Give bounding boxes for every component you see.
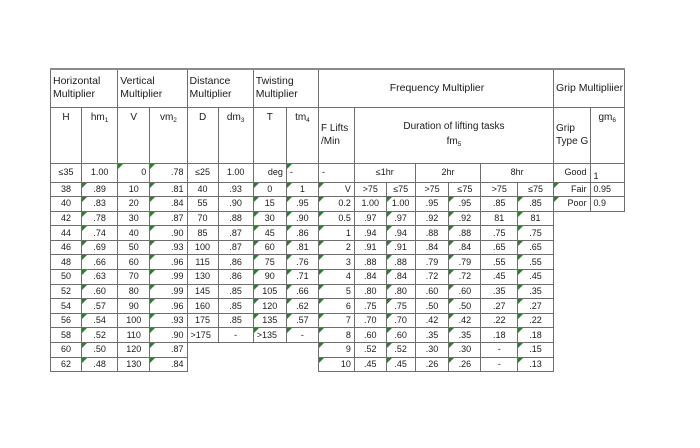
twisting-multiplier-header: Twisting Multiplier: [253, 69, 318, 107]
frequency-value: 10: [319, 357, 355, 372]
fm-value: .52: [354, 343, 386, 358]
d-value: 70: [187, 211, 218, 226]
fm-value: .92: [449, 211, 481, 226]
t-value: 105: [253, 284, 286, 299]
fm-value: .70: [354, 313, 386, 328]
hm-value: .63: [82, 270, 118, 285]
hm-value: .74: [82, 226, 118, 241]
v-threshold-value: ≤75: [386, 182, 415, 197]
fm-value: .75: [386, 299, 415, 314]
table-row: [319, 197, 554, 212]
dm-value: .86: [218, 255, 253, 270]
vm-value: .81: [150, 182, 187, 197]
frequency-value: 7: [319, 313, 355, 328]
gm-header: $gm_6$: [590, 107, 624, 163]
frequency-value: 8: [319, 328, 355, 343]
fm-value: .84: [386, 270, 415, 285]
table-row: [319, 211, 554, 226]
v-value: 80: [118, 284, 150, 299]
h-value: 48: [51, 255, 82, 270]
gm-value: 0.9: [590, 197, 624, 212]
d-header: D: [187, 107, 218, 163]
table-row: [51, 255, 319, 270]
fm-value: .35: [481, 284, 518, 299]
grip-type-value: Fair: [554, 182, 591, 197]
fm-value: 1.00: [354, 197, 386, 212]
fm-value: .84: [415, 240, 449, 255]
frequency-value: 2: [319, 240, 355, 255]
dm-value: .87: [218, 240, 253, 255]
fm-value: .35: [449, 328, 481, 343]
v-threshold-value: >75: [481, 182, 518, 197]
empty-cell: [187, 357, 218, 372]
fm-value: .35: [415, 328, 449, 343]
grip-type-value: Poor: [554, 197, 591, 212]
fm-value: .91: [386, 240, 415, 255]
table-row: [554, 197, 625, 212]
fm-value: .35: [518, 284, 554, 299]
empty-cell: [218, 357, 253, 372]
table-row: [319, 284, 554, 299]
hm-value: .66: [82, 255, 118, 270]
v-threshold-value: >75: [354, 182, 386, 197]
table-row: [51, 313, 319, 328]
fm-value: .95: [449, 197, 481, 212]
hm-value: .54: [82, 313, 118, 328]
h-value: 46: [51, 240, 82, 255]
frequency-value: 0.5: [319, 211, 355, 226]
hm-value: .52: [82, 328, 118, 343]
frequency-value: 0.2: [319, 197, 355, 212]
v-value: 130: [118, 357, 150, 372]
h-value: 56: [51, 313, 82, 328]
vm-value: .87: [150, 343, 187, 358]
dm-value: .87: [218, 226, 253, 241]
hm-value: .69: [82, 240, 118, 255]
h-value: 40: [51, 197, 82, 212]
tm-value: .57: [286, 313, 318, 328]
unit-cell: deg: [253, 163, 286, 182]
unit-cell: 1.00: [82, 163, 118, 182]
fm-value: .27: [481, 299, 518, 314]
t-value: 45: [253, 226, 286, 241]
fm-value: .92: [415, 211, 449, 226]
t-value: 0: [253, 182, 286, 197]
dm-value: .86: [218, 270, 253, 285]
tm-header: $tm_4$: [286, 107, 318, 163]
fm-value: .13: [518, 357, 554, 372]
vm-value: .84: [150, 197, 187, 212]
grip-multiplier-table: [553, 68, 625, 212]
table-row: [319, 328, 554, 343]
h-value: 44: [51, 226, 82, 241]
table-row: [319, 313, 554, 328]
fm-label: $fm_5$: [446, 135, 462, 148]
d-value: 55: [187, 197, 218, 212]
table-row: [51, 240, 319, 255]
empty-cell: [286, 343, 318, 358]
fm-value: .45: [481, 270, 518, 285]
frequency-value: 5: [319, 284, 355, 299]
d-value: 145: [187, 284, 218, 299]
fm-value: 1.00: [386, 197, 415, 212]
table-row: [51, 211, 319, 226]
fm-value: .75: [481, 226, 518, 241]
fm-value: .27: [518, 299, 554, 314]
fm-value: .50: [415, 299, 449, 314]
t-value: 60: [253, 240, 286, 255]
tm-value: .71: [286, 270, 318, 285]
table-row: [51, 284, 319, 299]
fm-value: .22: [481, 313, 518, 328]
vm-value: .96: [150, 299, 187, 314]
unit-cell: -: [286, 163, 318, 182]
table-row: [51, 182, 319, 197]
fm-value: .94: [386, 226, 415, 241]
fm-value: .88: [386, 255, 415, 270]
gm-value: 0.95: [590, 182, 624, 197]
frequency-value: 3: [319, 255, 355, 270]
fm-value: .45: [386, 357, 415, 372]
table-row: [51, 270, 319, 285]
vm-value: .96: [150, 255, 187, 270]
fm-value: .65: [518, 240, 554, 255]
fm-value: .60: [386, 328, 415, 343]
fm-value: .75: [518, 226, 554, 241]
frequency-value: 4: [319, 270, 355, 285]
horizontal-multiplier-header: Horizontal Multiplier: [51, 69, 118, 107]
unit-cell: 0: [118, 163, 150, 182]
hm-value: .57: [82, 299, 118, 314]
fm-value: .45: [518, 270, 554, 285]
table-row: [51, 357, 319, 372]
v-value: 10: [118, 182, 150, 197]
dm-value: .85: [218, 313, 253, 328]
fm-value: .18: [481, 328, 518, 343]
tm-value: .81: [286, 240, 318, 255]
fm-value: .80: [386, 284, 415, 299]
fm-value: -: [481, 343, 518, 358]
v-threshold-value: ≤75: [518, 182, 554, 197]
unit-cell: -: [319, 163, 355, 182]
t-value: 120: [253, 299, 286, 314]
d-value: >175: [187, 328, 218, 343]
v-value: 40: [118, 226, 150, 241]
empty-cell: [286, 357, 318, 372]
fm-value: .91: [354, 240, 386, 255]
v-value: 70: [118, 270, 150, 285]
fm-value: 81: [481, 211, 518, 226]
fm-value: .88: [354, 255, 386, 270]
t-value: 135: [253, 313, 286, 328]
v-value: 60: [118, 255, 150, 270]
empty-cell: [218, 343, 253, 358]
v-threshold-value: >75: [415, 182, 449, 197]
f-header: F Lifts /Min: [319, 107, 355, 163]
fm-value: .50: [449, 299, 481, 314]
tm-value: 1: [286, 182, 318, 197]
hm-value: .48: [82, 357, 118, 372]
table-row: [51, 328, 319, 343]
left-multiplier-table: [50, 68, 319, 372]
v-header: V: [118, 107, 150, 163]
table-row: [319, 240, 554, 255]
tm-value: .66: [286, 284, 318, 299]
tm-value: -: [286, 328, 318, 343]
dm-header: $dm_3$: [218, 107, 253, 163]
fm-value: .85: [481, 197, 518, 212]
fm-value: .15: [518, 343, 554, 358]
v-value: 20: [118, 197, 150, 212]
fm-value: .60: [449, 284, 481, 299]
fm-value: .55: [481, 255, 518, 270]
fm-value: .84: [354, 270, 386, 285]
distance-multiplier-header: Distance Multiplier: [187, 69, 253, 107]
fm-value: .97: [386, 211, 415, 226]
duration-2hr-header: 2hr: [415, 163, 481, 182]
d-value: 100: [187, 240, 218, 255]
t-value: 30: [253, 211, 286, 226]
vm-header: $vm_2$: [150, 107, 187, 163]
empty-cell: [253, 343, 286, 358]
dm-value: .93: [218, 182, 253, 197]
table-row: [319, 357, 554, 372]
table-row: [319, 226, 554, 241]
vm-value: .99: [150, 284, 187, 299]
unit-cell: ≤25: [187, 163, 218, 182]
fm-value: .79: [449, 255, 481, 270]
duration-1hr-header: ≤1hr: [354, 163, 415, 182]
dm-value: .85: [218, 284, 253, 299]
fm-value: .45: [354, 357, 386, 372]
fm-value: .72: [415, 270, 449, 285]
fm-value: .97: [354, 211, 386, 226]
v-threshold-value: ≤75: [449, 182, 481, 197]
dm-value: .90: [218, 197, 253, 212]
tm-value: .86: [286, 226, 318, 241]
hm-value: .60: [82, 284, 118, 299]
fm-value: .42: [415, 313, 449, 328]
grip-multiplier-header: Grip Multipliier: [554, 69, 625, 107]
table-row: [319, 270, 554, 285]
grip-good-value: 1: [590, 163, 624, 182]
fm-value: .22: [518, 313, 554, 328]
grip-type-header: Grip Type G: [554, 107, 591, 163]
h-value: 38: [51, 182, 82, 197]
empty-cell: [187, 343, 218, 358]
table-row: [51, 299, 319, 314]
table-row: [319, 343, 554, 358]
h-value: 54: [51, 299, 82, 314]
unit-cell: ≤35: [51, 163, 82, 182]
fm-value: .79: [415, 255, 449, 270]
d-value: 160: [187, 299, 218, 314]
d-value: 115: [187, 255, 218, 270]
dm-value: .88: [218, 211, 253, 226]
vm-value: .87: [150, 211, 187, 226]
d-value: 175: [187, 313, 218, 328]
duration-8hr-header: 8hr: [481, 163, 554, 182]
v-value: 110: [118, 328, 150, 343]
fm-value: .72: [449, 270, 481, 285]
table-row: [51, 343, 319, 358]
fm-value: .88: [415, 226, 449, 241]
frequency-multiplier-table: [318, 68, 554, 372]
t-value: 15: [253, 197, 286, 212]
h-value: 42: [51, 211, 82, 226]
fm-value: .88: [449, 226, 481, 241]
hm-header: $hm_1$: [82, 107, 118, 163]
fm-value: .55: [518, 255, 554, 270]
dm-value: .85: [218, 299, 253, 314]
fm-value: .26: [449, 357, 481, 372]
v-value: 30: [118, 211, 150, 226]
fm-value: .84: [449, 240, 481, 255]
fm-value: .60: [415, 284, 449, 299]
fm-value: -: [481, 357, 518, 372]
frequency-value: 9: [319, 343, 355, 358]
d-value: 40: [187, 182, 218, 197]
d-value: 85: [187, 226, 218, 241]
v-value: 50: [118, 240, 150, 255]
fm-value: .30: [449, 343, 481, 358]
duration-header: [354, 107, 553, 163]
fm-value: .60: [354, 328, 386, 343]
table-row: [51, 197, 319, 212]
frequency-multiplier-header: Frequency Multiplier: [319, 69, 554, 107]
vertical-multiplier-header: Vertical Multiplier: [118, 69, 187, 107]
tm-value: .95: [286, 197, 318, 212]
fm-value: .85: [518, 197, 554, 212]
fm-value: .70: [386, 313, 415, 328]
fm-value: 81: [518, 211, 554, 226]
hm-value: .83: [82, 197, 118, 212]
hm-value: .89: [82, 182, 118, 197]
fm-value: .75: [354, 299, 386, 314]
table-row: [554, 182, 625, 197]
duration-title: Duration of lifting tasks: [403, 120, 505, 132]
v-value: 120: [118, 343, 150, 358]
fm-value: .95: [415, 197, 449, 212]
vm-value: .99: [150, 270, 187, 285]
fm-value: .65: [481, 240, 518, 255]
h-value: 62: [51, 357, 82, 372]
tm-value: .76: [286, 255, 318, 270]
d-value: 130: [187, 270, 218, 285]
tm-value: .62: [286, 299, 318, 314]
h-value: 52: [51, 284, 82, 299]
unit-cell: 1.00: [218, 163, 253, 182]
h-header: H: [51, 107, 82, 163]
hm-value: .50: [82, 343, 118, 358]
table-row: [319, 182, 554, 197]
v-value: 100: [118, 313, 150, 328]
t-header: T: [253, 107, 286, 163]
fm-value: .94: [354, 226, 386, 241]
h-value: 50: [51, 270, 82, 285]
vm-value: .90: [150, 226, 187, 241]
v-threshold-label: V: [319, 182, 355, 197]
unit-cell: .78: [150, 163, 187, 182]
fm-value: .26: [415, 357, 449, 372]
v-value: 90: [118, 299, 150, 314]
tm-value: .90: [286, 211, 318, 226]
vm-value: .93: [150, 240, 187, 255]
fm-value: .30: [415, 343, 449, 358]
t-value: >135: [253, 328, 286, 343]
frequency-value: 1: [319, 226, 355, 241]
h-value: 58: [51, 328, 82, 343]
fm-value: .80: [354, 284, 386, 299]
t-value: 75: [253, 255, 286, 270]
t-value: 90: [253, 270, 286, 285]
empty-cell: [253, 357, 286, 372]
fm-value: .42: [449, 313, 481, 328]
table-row: [319, 255, 554, 270]
vm-value: .84: [150, 357, 187, 372]
hm-value: .78: [82, 211, 118, 226]
table-row: [319, 299, 554, 314]
fm-value: .52: [386, 343, 415, 358]
grip-good-label: Good: [554, 163, 591, 182]
vm-value: .93: [150, 313, 187, 328]
dm-value: -: [218, 328, 253, 343]
vm-value: .90: [150, 328, 187, 343]
table-row: [51, 226, 319, 241]
fm-value: .18: [518, 328, 554, 343]
h-value: 60: [51, 343, 82, 358]
frequency-value: 6: [319, 299, 355, 314]
